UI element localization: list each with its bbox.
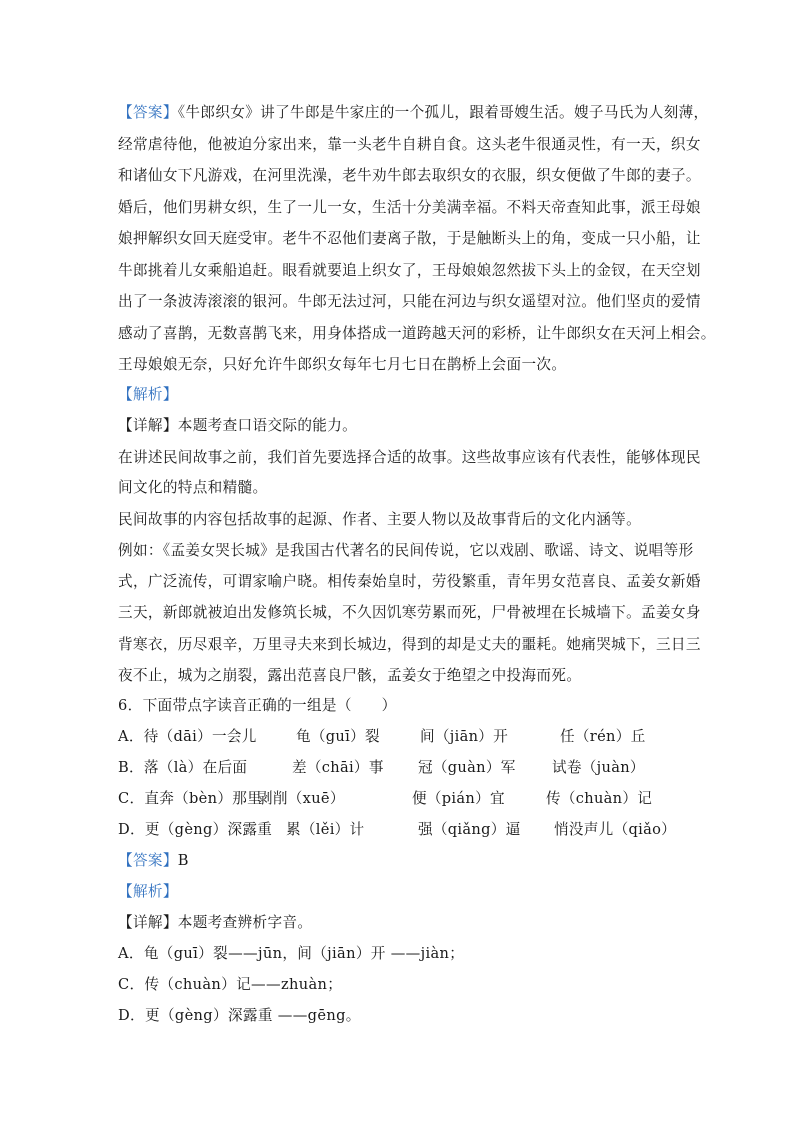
option-b-4: 试卷（juàn） — [552, 759, 645, 776]
option-b-1: B．落（là）在后面 — [118, 759, 248, 776]
analysis-tag: 【解析】 — [118, 386, 178, 403]
answer-line: 出了一条波涛滚滚的银河。牛郎无法过河，只能在河边与织女遥望对泣。他们坚贞的爱情 — [118, 293, 701, 310]
analysis-line: 式，广泛流传，可谓家喻户晓。相传秦始皇时，劳役繁重，青年男女范喜良、孟姜女新婚 — [118, 573, 701, 590]
analysis2-line: C．传（chuàn）记——zhuàn； — [118, 976, 343, 993]
option-d-3: 强（qiǎng）逼 — [418, 821, 521, 838]
answer2-line — [118, 851, 189, 871]
analysis-line: 背寒衣，历尽艰辛，万里寻夫来到长城边，得到的却是丈夫的噩耗。她痛哭城下，三日三 — [118, 636, 701, 653]
answer-tag: 【答案】 — [118, 104, 178, 121]
detail2-text: 本题考查辨析字音。 — [177, 914, 313, 931]
analysis2-line: A．龟（guī）裂——jūn，间（jiān）开 ——jiàn； — [118, 945, 465, 962]
option-a-2: 龟（guī）裂 — [296, 728, 380, 745]
option-d-4: 悄没声儿（qiǎo） — [554, 821, 677, 838]
option-c-1: C．直奔（bèn）那里 — [118, 790, 263, 807]
answer-line: 娘押解织女回天庭受审。老牛不忍他们妻离子散，于是触断头上的角，变成一只小船，让 — [118, 230, 701, 247]
answer2-text: B — [177, 852, 189, 869]
answer-text: 《牛郎织女》讲了牛郎是牛家庄的一个孤儿，跟着哥嫂生活。嫂子马氏为人刻薄， — [177, 104, 709, 121]
answer2-tag: 【答案】 — [118, 852, 178, 869]
option-a-4: 任（rén）丘 — [560, 728, 646, 745]
answer-line-1 — [118, 103, 708, 123]
analysis-line: 三天，新郎就被迫出发修筑长城，不久因饥寒劳累而死，尸骨被埋在长城墙下。孟姜女身 — [118, 604, 701, 621]
detail-tag: 【详解】 — [118, 417, 178, 434]
analysis-line: 例如：《孟姜女哭长城》是我国古代著名的民间传说，它以戏剧、歌谣、诗文、说唱等形 — [118, 542, 694, 559]
option-a-3: 间（jiān）开 — [420, 728, 509, 745]
answer-line: 婚后，他们男耕女织，生了一儿一女，生活十分美满幸福。不料天帝查知此事，派王母娘 — [118, 199, 701, 216]
option-a-1: A．待（dāi）一会儿 — [118, 728, 257, 745]
analysis2-tag: 【解析】 — [118, 883, 178, 900]
answer-line: 经常虐待他，他被迫分家出来，靠一头老牛自耕自食。这头老牛很通灵性，有一天，织女 — [118, 136, 701, 153]
analysis-line: 民间故事的内容包括故事的起源、作者、主要人物以及故事背后的文化内涵等。 — [118, 511, 642, 528]
option-b-2: 差（chāi）事 — [292, 759, 384, 776]
answer-line: 感动了喜鹊，无数喜鹊飞来，用身体搭成一道跨越天河的彩桥，让牛郎织女在天河上相会。 — [118, 325, 716, 342]
answer-line: 牛郎挑着儿女乘船追赶。眼看就要追上织女了，王母娘娘忽然拔下头上的金钗，在天空划 — [118, 262, 701, 279]
option-c-2: 剥削（xuē） — [258, 790, 345, 807]
option-c-4: 传（chuàn）记 — [546, 790, 653, 807]
detail-line — [118, 416, 357, 436]
analysis-line: 夜不止，城为之崩裂，露出范喜良尸骸，孟姜女于绝望之中投海而死。 — [118, 667, 582, 684]
detail2-line — [118, 913, 312, 933]
option-b-3: 冠（guàn）军 — [418, 759, 516, 776]
answer-line: 王母娘娘无奈，只好允许牛郎织女每年七月七日在鹊桥上会面一次。 — [118, 356, 567, 373]
option-c-3: 便（pián）宜 — [412, 790, 505, 807]
question-stem: 6．下面带点字读音正确的一组是（ ） — [118, 697, 397, 714]
answer-line: 和诸仙女下凡游戏，在河里洗澡，老牛劝牛郎去取织女的衣服，织女便做了牛郎的妻子。 — [118, 167, 701, 184]
detail-text: 本题考查口语交际的能力。 — [177, 417, 358, 434]
analysis-line: 间文化的特点和精髓。 — [118, 479, 268, 496]
analysis2-line: D．更（gèng）深露重 ——gēng。 — [118, 1007, 361, 1024]
option-d-2: 累（lěi）计 — [286, 821, 365, 838]
detail2-tag: 【详解】 — [118, 914, 178, 931]
analysis-line: 在讲述民间故事之前，我们首先要选择合适的故事。这些故事应该有代表性，能够体现民 — [118, 449, 701, 466]
option-d-1: D．更（gèng）深露重 — [118, 821, 273, 838]
